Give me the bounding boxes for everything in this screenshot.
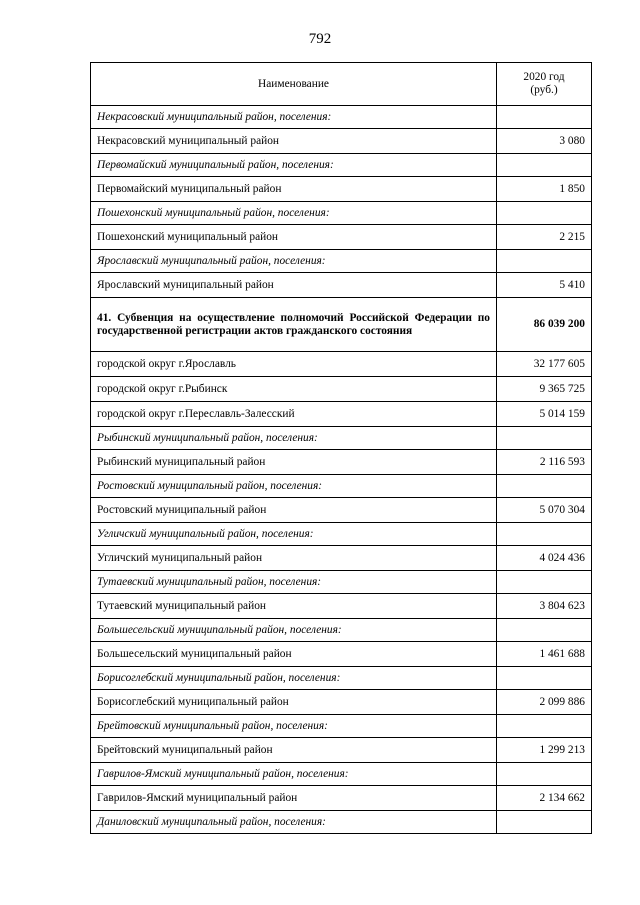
table-row bbox=[91, 225, 592, 250]
amount-cell: 32 177 605 bbox=[497, 352, 592, 377]
amount-cell bbox=[497, 106, 592, 129]
header-row bbox=[91, 63, 592, 106]
subheading-row bbox=[91, 811, 592, 834]
amount-cell: 3 080 bbox=[497, 129, 592, 154]
amount-cell: 1 461 688 bbox=[497, 642, 592, 667]
table-row bbox=[91, 690, 592, 715]
amount-cell: 5 410 bbox=[497, 273, 592, 298]
table-row bbox=[91, 377, 592, 402]
column-header-year: 2020 год bbox=[523, 71, 565, 83]
subheading-row bbox=[91, 475, 592, 498]
table-row bbox=[91, 352, 592, 377]
amount-cell bbox=[497, 202, 592, 225]
name-cell: городской округ г.Рыбинск bbox=[91, 377, 497, 402]
amount-cell: 1 850 bbox=[497, 177, 592, 202]
subheading-cell: Гаврилов-Ямский муниципальный район, поселения: bbox=[91, 763, 497, 786]
amount-cell bbox=[497, 619, 592, 642]
subheading-cell: Рыбинский муниципальный район, поселения: bbox=[91, 427, 497, 450]
name-cell: Ярославский муниципальный район bbox=[91, 273, 497, 298]
table-row bbox=[91, 594, 592, 619]
amount-cell: 1 299 213 bbox=[497, 738, 592, 763]
column-header-name: Наименование bbox=[91, 63, 497, 106]
table-row bbox=[91, 498, 592, 523]
name-cell: Угличский муниципальный район bbox=[91, 546, 497, 571]
amount-cell: 9 365 725 bbox=[497, 377, 592, 402]
amount-cell: 86 039 200 bbox=[497, 298, 592, 352]
subheading-row bbox=[91, 763, 592, 786]
amount-cell bbox=[497, 250, 592, 273]
name-cell: Рыбинский муниципальный район bbox=[91, 450, 497, 475]
amount-cell bbox=[497, 667, 592, 690]
amount-cell bbox=[497, 571, 592, 594]
budget-table bbox=[90, 62, 592, 834]
section-title-cell: 41. Субвенция на осуществление полномочий Российской Федерации по государственной регистрации актов гражданского состояния bbox=[91, 298, 497, 352]
subheading-row bbox=[91, 154, 592, 177]
table-row bbox=[91, 738, 592, 763]
name-cell: Некрасовский муниципальный район bbox=[91, 129, 497, 154]
subheading-cell: Брейтовский муниципальный район, поселения: bbox=[91, 715, 497, 738]
name-cell: Первомайский муниципальный район bbox=[91, 177, 497, 202]
table-row bbox=[91, 786, 592, 811]
subheading-cell: Борисоглебский муниципальный район, поселения: bbox=[91, 667, 497, 690]
subheading-cell: Ростовский муниципальный район, поселения: bbox=[91, 475, 497, 498]
name-cell: Гаврилов-Ямский муниципальный район bbox=[91, 786, 497, 811]
name-cell: Брейтовский муниципальный район bbox=[91, 738, 497, 763]
subheading-row bbox=[91, 250, 592, 273]
section-row bbox=[91, 298, 592, 352]
table-row bbox=[91, 402, 592, 427]
name-cell: городской округ г.Переславль-Залесский bbox=[91, 402, 497, 427]
table-header bbox=[91, 63, 592, 106]
amount-cell: 2 134 662 bbox=[497, 786, 592, 811]
name-cell: Тутаевский муниципальный район bbox=[91, 594, 497, 619]
subheading-row bbox=[91, 106, 592, 129]
amount-cell bbox=[497, 475, 592, 498]
page-number: 792 bbox=[308, 31, 332, 47]
subheading-row bbox=[91, 523, 592, 546]
amount-cell bbox=[497, 811, 592, 834]
amount-cell bbox=[497, 154, 592, 177]
subheading-cell: Даниловский муниципальный район, поселения: bbox=[91, 811, 497, 834]
table-row bbox=[91, 450, 592, 475]
subheading-cell: Пошехонский муниципальный район, поселения: bbox=[91, 202, 497, 225]
amount-cell: 2 116 593 bbox=[497, 450, 592, 475]
amount-cell: 2 215 bbox=[497, 225, 592, 250]
amount-cell bbox=[497, 715, 592, 738]
name-cell: Большесельский муниципальный район bbox=[91, 642, 497, 667]
subheading-cell: Некрасовский муниципальный район, поселения: bbox=[91, 106, 497, 129]
subheading-row bbox=[91, 667, 592, 690]
subheading-cell: Большесельский муниципальный район, поселения: bbox=[91, 619, 497, 642]
name-cell: Борисоглебский муниципальный район bbox=[91, 690, 497, 715]
amount-cell: 5 014 159 bbox=[497, 402, 592, 427]
table-body bbox=[91, 106, 592, 834]
column-header-value bbox=[497, 63, 592, 106]
amount-cell bbox=[497, 427, 592, 450]
table-row bbox=[91, 177, 592, 202]
subheading-row bbox=[91, 715, 592, 738]
column-header-unit: (руб.) bbox=[530, 84, 558, 96]
subheading-row bbox=[91, 571, 592, 594]
amount-cell: 5 070 304 bbox=[497, 498, 592, 523]
table-row bbox=[91, 642, 592, 667]
subheading-row bbox=[91, 619, 592, 642]
amount-cell: 4 024 436 bbox=[497, 546, 592, 571]
subheading-cell: Первомайский муниципальный район, поселения: bbox=[91, 154, 497, 177]
subheading-row bbox=[91, 202, 592, 225]
table-row bbox=[91, 273, 592, 298]
subheading-cell: Ярославский муниципальный район, поселения: bbox=[91, 250, 497, 273]
table-row bbox=[91, 129, 592, 154]
amount-cell bbox=[497, 763, 592, 786]
name-cell: городской округ г.Ярославль bbox=[91, 352, 497, 377]
table-row bbox=[91, 546, 592, 571]
name-cell: Пошехонский муниципальный район bbox=[91, 225, 497, 250]
name-cell: Ростовский муниципальный район bbox=[91, 498, 497, 523]
amount-cell: 3 804 623 bbox=[497, 594, 592, 619]
amount-cell bbox=[497, 523, 592, 546]
subheading-cell: Тутаевский муниципальный район, поселения: bbox=[91, 571, 497, 594]
amount-cell: 2 099 886 bbox=[497, 690, 592, 715]
subheading-cell: Угличский муниципальный район, поселения: bbox=[91, 523, 497, 546]
subheading-row bbox=[91, 427, 592, 450]
